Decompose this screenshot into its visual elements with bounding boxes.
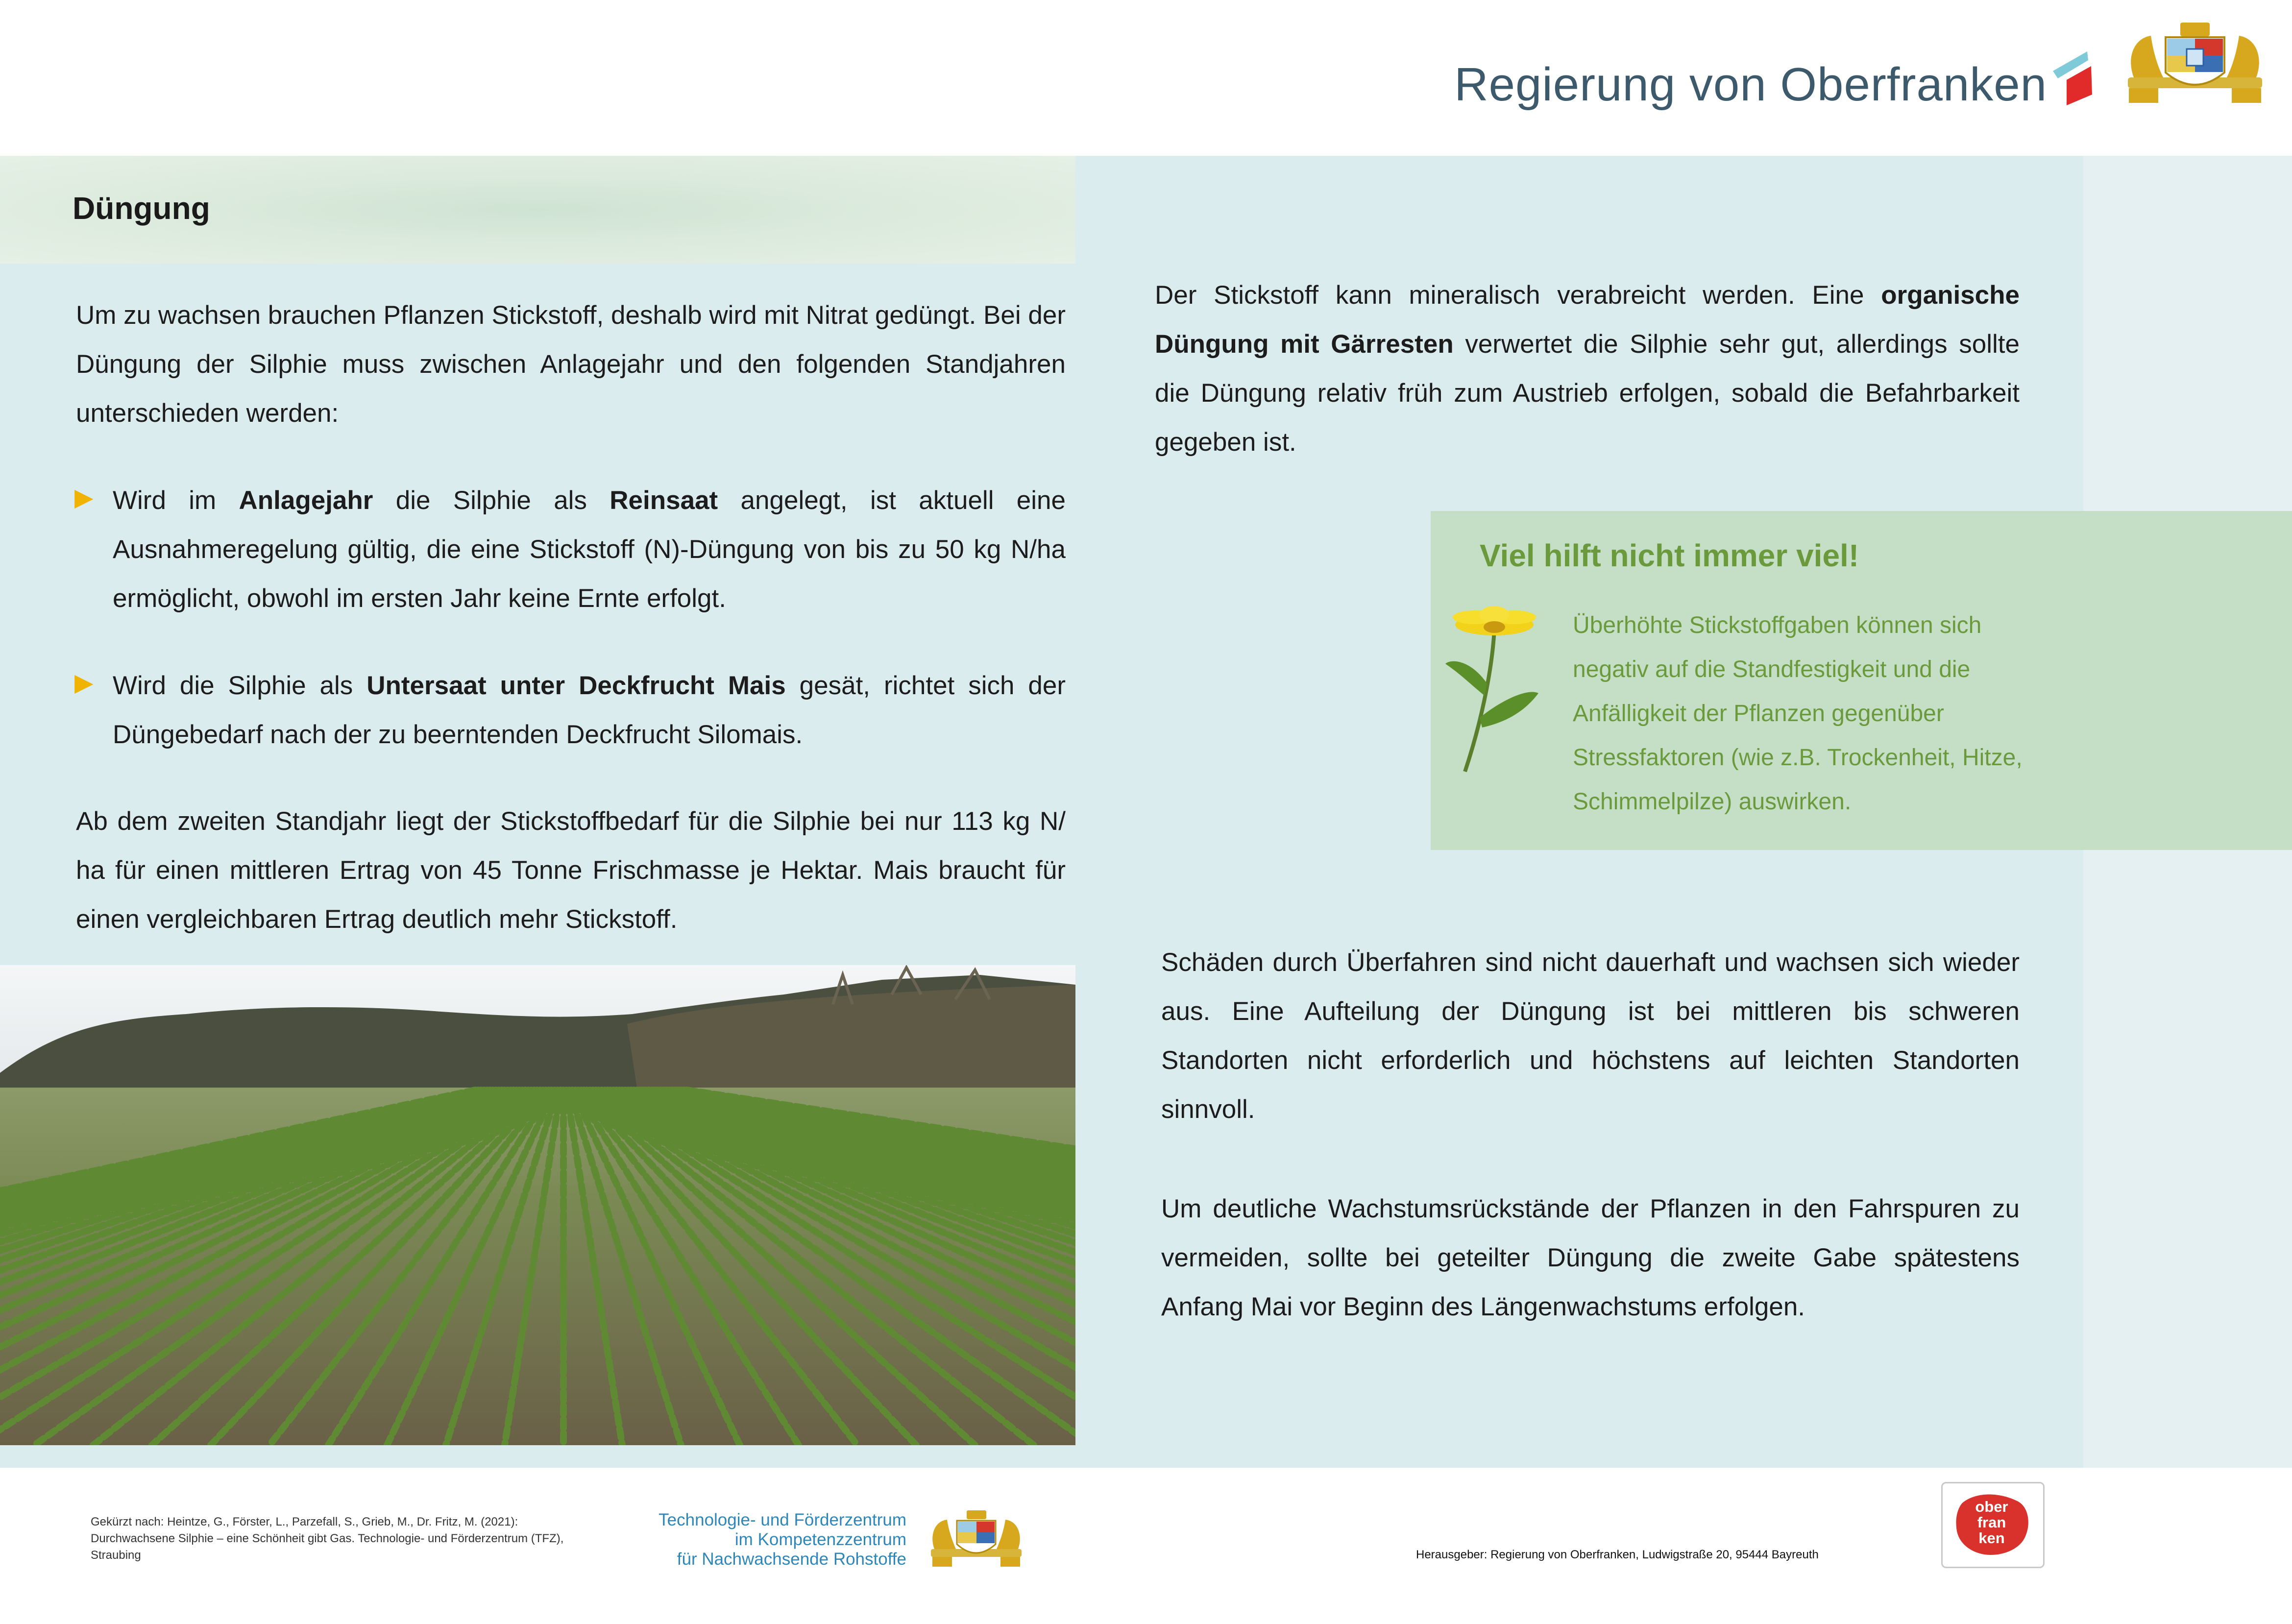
bavarian-coat-of-arms-icon [2124, 19, 2266, 108]
bullet-bold: Anlagejahr [239, 486, 373, 515]
tip-title: Viel hilft nicht immer viel! [1480, 538, 1859, 573]
badge-line: ken [1978, 1529, 2005, 1547]
tfz-line: im Kompetenzzentrum [734, 1530, 906, 1549]
bullet-arrow-icon: ▶ [74, 669, 94, 696]
header [0, 0, 2292, 156]
bullet-text: die Silphie als [373, 486, 610, 515]
badge-text [1965, 1499, 2019, 1546]
section-title: Düngung [73, 191, 210, 226]
badge-line: ober [1975, 1498, 2008, 1515]
source-citation: Gekürzt nach: Heintze, G., Förster, L., Parzefall, S., Grieb, M., Dr. Fritz, M. (2021): Durchwachsene Silphie – eine Schönheit gibt Gas. Technologie- und Förderzentrum (TFZ), Straubing [91, 1515, 564, 1562]
tip-text: Überhöhte Stickstoffgaben können sich negativ auf die Standfestigkeit und die Anfälligkeit der Pflanzen gegenüber Stressfaktoren (wie z.B. Trockenheit, Hitze, Schimmelpilze) auswirken. [1573, 612, 2023, 815]
paragraph-text: Der Stickstoff kann mineralisch verabreicht werden. Eine [1155, 281, 1881, 310]
bullet-text: angelegt, ist aktuell eine Ausnahmeregelung gültig, die eine Stickstoff (N)-Düngung von bis zu 50 kg N/ha ermöglicht, obwohl im ersten Jahr keine Ernte erfolgt. [113, 486, 1066, 613]
bullet-bold: Untersaat unter Deckfrucht Mais [366, 671, 786, 700]
standjahr-paragraph: Ab dem zweiten Standjahr liegt der Stickstoffbedarf für die Silphie bei nur 113 kg N/ ha für einen mittleren Ertrag von 45 Tonne Frischmasse je Hektar. Mais braucht für einen vergleichbaren Ertrag deutlich mehr Stickstoff. [76, 807, 1066, 934]
bullet-text: gesät, richtet sich der Düngebedarf nach der zu beerntenden Deckfrucht Silomais. [113, 671, 1066, 749]
badge-line: fran [1977, 1514, 2006, 1531]
bullet-anlagejahr [113, 476, 1066, 623]
mineral-paragraph [1155, 271, 2020, 467]
field-photo [0, 965, 1075, 1445]
schaeden-paragraph: Schäden durch Überfahren sind nicht dauerhaft und wachsen sich wieder aus. Eine Aufteilung der Düngung ist bei mittleren bis schweren Standorten nicht erforderlich und höchstens auf leichten Standorten sinnvoll. [1161, 948, 2020, 1124]
bullet-arrow-icon: ▶ [74, 484, 94, 511]
publisher-line: Herausgeber: Regierung von Oberfranken, Ludwigstraße 20, 95444 Bayreuth [1416, 1548, 1819, 1561]
tfz-logo-text [612, 1510, 906, 1569]
bullet-text: Wird die Silphie als [113, 671, 367, 700]
bullet-bold: Reinsaat [610, 486, 718, 515]
bullet-text: Wird im [113, 486, 239, 515]
intro-paragraph: Um zu wachsen brauchen Pflanzen Stickstoff, deshalb wird mit Nitrat gedüngt. Bei der Düngung der Silphie muss zwischen Anlagejahr und den folgenden Standjahren unterschieden werden: [76, 301, 1066, 428]
paragraph-bold: organische Düngung mit Gärresten [1155, 281, 2020, 359]
regierung-mark-icon [2053, 51, 2092, 105]
wachstum-paragraph: Um deutliche Wachstumsrückstände der Pflanzen in den Fahrspuren zu vermeiden, sollte bei geteilter Düngung die zweite Gabe spätestens Anfang Mai vor Beginn des Längenwachstums erfolgen. [1161, 1194, 2020, 1321]
tfz-line: für Nachwachsende Rohstoffe [677, 1550, 906, 1569]
tfz-line: Technologie- und Förderzentrum [658, 1510, 906, 1529]
paragraph-text: verwertet die Silphie sehr gut, allerdings sollte die Düngung relativ früh zum Austrieb erfolgen, sobald die Befahrbarkeit gegeben ist. [1155, 330, 2020, 457]
yellow-flower-icon [1445, 600, 1543, 776]
bullet-untersaat [113, 661, 1066, 759]
bavarian-coat-of-arms-small-icon [928, 1509, 1024, 1570]
header-title: Regierung von Oberfranken [1454, 58, 2047, 111]
